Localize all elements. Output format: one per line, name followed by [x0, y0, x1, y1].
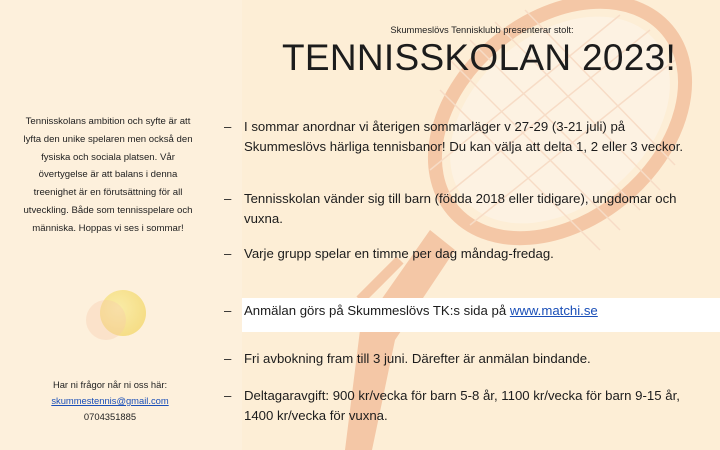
bullet-dash: – [224, 351, 232, 366]
bullet-dash: – [224, 191, 232, 206]
sidebar-intro: Tennisskolans ambition och syfte är att lyfta den unike spelaren men också den fysiska och sociala platsen. Vår övertygelse är att balans i denna treenighet är en förutsättning för all utveckling. Både som tennisspelare och människa. Hoppas vi ses i sommar! [23, 116, 193, 234]
bullet-dash: – [224, 388, 232, 403]
presenter-line: Skummeslövs Tennisklubb presenterar stolt: [390, 24, 574, 35]
bullet-text: Tennisskolan vänder sig till barn (födda 2018 eller tidigare), ungdomar och vuxna. [244, 191, 677, 226]
bullet-text: Varje grupp spelar en timme per dag måndag-fredag. [244, 246, 554, 261]
phone-number: 0704351885 [83, 411, 137, 422]
bullet-dash: – [224, 246, 232, 261]
main-content [212, 0, 720, 450]
bullet-text: Fri avbokning fram till 3 juni. Därefter är anmälan bindande. [244, 351, 591, 366]
bullet-dash: – [224, 303, 232, 318]
contact-question: Har ni frågor når ni oss här: [52, 379, 168, 390]
page-title: TENNISSKOLAN 2023! [281, 37, 677, 78]
sidebar-contact [20, 377, 200, 425]
sidebar [0, 0, 212, 450]
email-link[interactable]: skummestennis@gmail.com [51, 395, 169, 406]
bullet-text: I sommar anordnar vi återigen sommarläger v 27-29 (3-21 juli) på Skummeslövs härliga tennisbanor! Du kan välja att delta 1, 2 eller 3 veckor. [244, 119, 684, 154]
bullet-text: Deltagaravgift: 900 kr/vecka för barn 5-8 år, 1100 kr/vecka för barn 9-15 år, 1400 kr/vecka för vuxna. [244, 388, 680, 423]
bullet-dash: – [224, 119, 232, 134]
bullet-text: Anmälan görs på Skummeslövs TK:s sida på [244, 303, 510, 318]
matchi-link[interactable]: www.matchi.se [509, 303, 598, 318]
tennis-ball-shadow-icon [86, 300, 126, 340]
